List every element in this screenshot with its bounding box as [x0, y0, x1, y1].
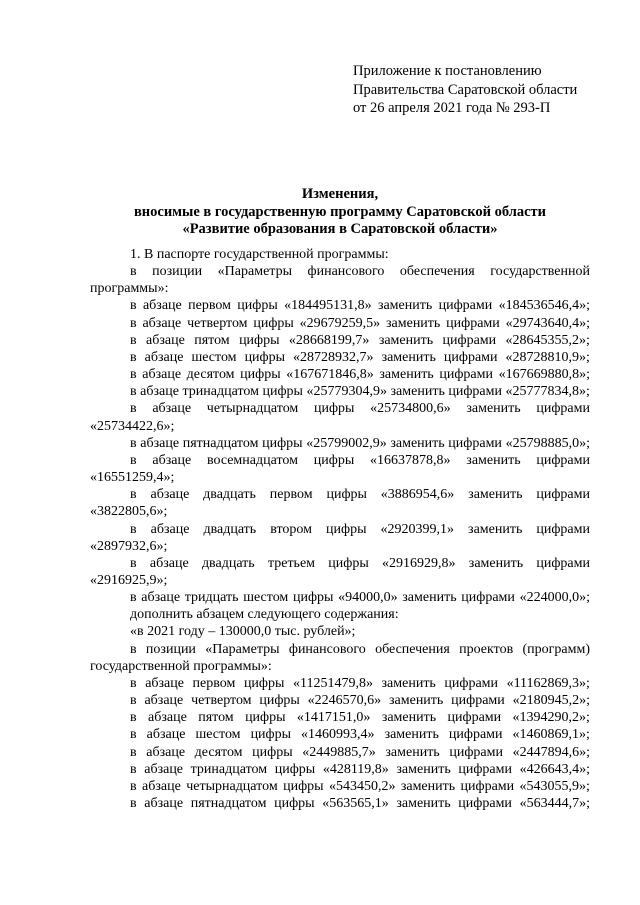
- body-paragraph: в абзаце двадцать первом цифры «3886954,6» заменить цифрами «3822805,6»;: [90, 487, 590, 520]
- body-paragraph: в абзаце восемнадцатом цифры «16637878,8» заменить цифрами «16551259,4»;: [90, 452, 590, 486]
- body-paragraph: в абзаце двадцать третьем цифры «2916929,8» заменить цифрами «2916925,9»;: [90, 555, 590, 588]
- body-paragraph: в абзаце четвертом цифры «2246570,6» заменить цифрами «2180945,2»;: [130, 693, 590, 709]
- body-paragraph: «в 2021 году – 130000,0 тыс. рублей»;: [130, 624, 356, 640]
- body-paragraph: в абзаце четырнадцатом цифры «25734800,6» заменить цифрами «25734422,6»;: [90, 401, 590, 434]
- appendix-line: Правительства Саратовской области: [353, 81, 578, 98]
- body-paragraph: в абзаце пятнадцатом цифры «25799002,9» заменить цифрами «25798885,0»;: [130, 435, 590, 451]
- title-line: вносимые в государственную программу Саратовской области: [133, 203, 547, 220]
- body-paragraph: в абзаце тридцать шестом цифры «94000,0» заменить цифрами «224000,0»;: [130, 590, 590, 606]
- body-paragraph: в абзаце четырнадцатом цифры «543450,2» заменить цифрами «543055,9»;: [130, 778, 590, 794]
- body-paragraph: в абзаце тринадцатом цифры «428119,8» заменить цифрами «426643,4»;: [130, 761, 590, 777]
- appendix-line: Приложение к постановлению: [353, 63, 542, 79]
- body-paragraph: 1. В паспорте государственной программы:: [130, 247, 389, 262]
- title-line: «Развитие образования в Саратовской области»: [182, 221, 498, 237]
- body-paragraph: в абзаце первом цифры «11251479,8» заменить цифрами «11162869,3»;: [130, 675, 590, 691]
- document-body: [90, 246, 590, 812]
- body-paragraph: в позиции «Параметры финансового обеспечения государственной программы»:: [90, 264, 590, 297]
- body-paragraph: дополнить абзацем следующего содержания:: [130, 607, 399, 623]
- body-paragraph: в абзаце шестом цифры «28728932,7» заменить цифрами «28728810,9»;: [130, 349, 590, 365]
- body-paragraph: в абзаце шестом цифры «1460993,4» заменить цифрами «1460869,1»;: [130, 727, 590, 743]
- body-paragraph: в абзаце двадцать втором цифры «2920399,1» заменить цифрами «2897932,6»;: [90, 521, 590, 554]
- body-paragraph: в абзаце пятнадцатом цифры «563565,1» заменить цифрами «563444,7»;: [130, 796, 590, 811]
- body-paragraph: в абзаце четвертом цифры «29679259,5» заменить цифрами «29743640,4»;: [130, 315, 590, 331]
- body-paragraph: в абзаце десятом цифры «167671846,8» заменить цифрами «167669880,8»;: [130, 367, 590, 383]
- body-paragraph: в абзаце пятом цифры «28668199,7» заменить цифрами «28645355,2»;: [130, 332, 590, 348]
- body-paragraph: в абзаце тринадцатом цифры «25779304,9» заменить цифрами «25777834,8»;: [130, 384, 590, 400]
- document-title: [90, 186, 590, 239]
- body-paragraph: в абзаце первом цифры «184495131,8» заменить цифрами «184536546,4»;: [130, 298, 590, 314]
- title-line: Изменения,: [301, 186, 379, 202]
- body-paragraph: в абзаце десятом цифры «2449885,7» заменить цифрами «2447894,6»;: [130, 744, 590, 760]
- appendix-note: [353, 62, 577, 118]
- body-paragraph: в позиции «Параметры финансового обеспечения проектов (программ) государственной программы»:: [90, 641, 590, 674]
- body-paragraph: в абзаце пятом цифры «1417151,0» заменить цифрами «1394290,2»;: [130, 710, 590, 726]
- appendix-line: от 26 апреля 2021 года № 293-П: [353, 100, 551, 116]
